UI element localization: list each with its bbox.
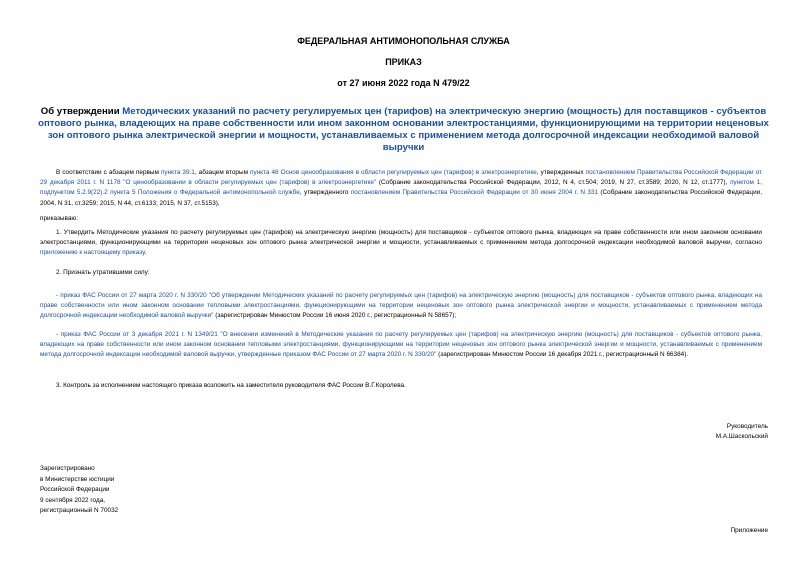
invalidated-order-1 [40, 291, 762, 322]
item-1-end: . [144, 249, 147, 257]
invalidated-order-2 [40, 330, 762, 361]
preamble-text: , утвержденного [299, 189, 351, 197]
preamble-text: , утвержденных [536, 169, 586, 176]
registration-line: 9 сентября 2022 года, [40, 496, 106, 504]
title-link[interactable]: Методических указаний по расчету регулируемых цен (тарифов) на электрическую энергию (мощность) для поставщиков - субъектов оптового рынка, владеющих на праве собственности или ином законном основании электростанциями, функционирующими на территории неценовых зон оптового рынка электрической энергии и мощности, устанавливаемых с применением метода долгосрочной индексации необходимой валовой выручки [38, 106, 769, 153]
preamble-link[interactable]: постановлением Правительства Российской Федерации от 30 июня 2004 г. N 331 [350, 189, 599, 197]
invalidated-order-2-text: (зарегистрирован Минюстом России 16 декабря 2021 г., регистрационный N 66384). [436, 351, 689, 359]
item-1 [40, 228, 762, 259]
item-3: 3. Контроль за исполнением настоящего приказа возложить на заместителя руководителя ФАС России В.Г.Королева. [56, 382, 406, 389]
invalidated-order-1-link[interactable]: приказ ФАС России от 27 марта 2020 г. N 330/20 "Об утверждении Методических указаний по расчету регулируемых цен (тарифов) на электрическую энергию (мощность) для поставщиков - субъектов оптового рынка, владеющих на праве собственности или ином законном основании тепловыми электростанциями, функционирующими на территории неценовых зон оптового рынка электрической энергии и мощности, устанавливаемых с применением метода долгосрочной индексации необходимой валовой выручки" [40, 292, 762, 320]
signature-block [716, 422, 768, 442]
preamble-text: В соответствии с абзацем первым [56, 169, 161, 176]
order-word: приказываю: [40, 215, 78, 222]
registration-line: регистрационный N 70032 [40, 507, 119, 515]
annex-label: Приложение [730, 527, 768, 534]
preamble-link[interactable]: постановлением Правительства Российской Федерации от 29 декабря 2011 г. N 1178 "О ценообразовании в области регулируемых цен (тарифов) в электроэнергетике" [40, 169, 762, 187]
registration-block [40, 464, 118, 517]
preamble-link[interactable]: пункта 48 Основ ценообразования в области регулируемых цен (тарифов) в электроэнергетике [250, 169, 537, 176]
preamble-text: (Собрание законодательства Российской Федерации, 2012, N 4, ст.504; 2019, N 27, ст.3589; 2020, N 12, ст.1777), [376, 179, 731, 187]
document-title [30, 106, 777, 154]
list-dash: - [56, 292, 61, 299]
preamble-text: (Собрание законодательства Российской Федерации, 2004, N 31, ст.3259; 2015, N 44, ст.6133; 2015, N 37, ст.5153), [40, 189, 762, 207]
invalidated-order-2-link[interactable]: приказ ФАС России от 3 декабря 2021 г. N 1349/21 "О внесении изменений в Методические указания по расчету регулируемых цен (тарифов) на электрическую энергию (мощность) для поставщиков - субъектов оптового рынка, владеющих на праве собственности или ином законном основании тепловыми электростанциями, функционирующими на территории неценовых зон оптового рынка электрической энергии и мощности, устанавливаемых с применением метода долгосрочной индексации необходимой валовой выручки, утвержденные приказом ФАС России от 27 марта 2020 г. N 330/20" [40, 331, 762, 359]
invalidated-order-1-text: (зарегистрирован Минюстом России 16 июня 2020 г., регистрационный N 58657); [213, 312, 457, 320]
registration-line: Российской Федерации [40, 486, 110, 494]
signature-role: Руководитель [726, 423, 768, 430]
preamble-paragraph [40, 168, 762, 209]
document-date-number: от 27 июня 2022 года N 479/22 [337, 78, 470, 88]
title-prefix: Об утверждении [40, 106, 123, 117]
item-1-text: 1. Утвердить Методические указания по расчету регулируемых цен (тарифов) на электрическую энергию (мощность) для поставщиков - субъектов оптового рынка, владеющих на праве собственности или ином законном основании электростанциями, функционирующими на территории неценовых зон оптового рынка электрической энергии и мощности, устанавливаемых с применением метода долгосрочной индексации необходимой валовой выручки, согласно [40, 229, 762, 247]
registration-line: Зарегистрировано [40, 465, 95, 472]
registration-line: в Министерстве юстиции [40, 475, 115, 483]
agency-name: ФЕДЕРАЛЬНАЯ АНТИМОНОПОЛЬНАЯ СЛУЖБА [297, 36, 510, 46]
preamble-link[interactable]: пунктом 1, подпунктом 5.2.9(22).2 пункта 5 Положения о Федеральной антимонопольной службе [40, 179, 762, 197]
document-type: ПРИКАЗ [385, 57, 422, 67]
item-2: 2. Признать утратившими силу: [56, 269, 150, 276]
signature-name: М.А.Шаскольский [715, 433, 768, 440]
list-dash: - [56, 331, 61, 338]
preamble-link[interactable]: пункта 39.1 [160, 169, 195, 176]
annex-link[interactable]: приложению к настоящему приказу [40, 249, 145, 257]
preamble-text: , абзацем вторым [194, 169, 250, 176]
